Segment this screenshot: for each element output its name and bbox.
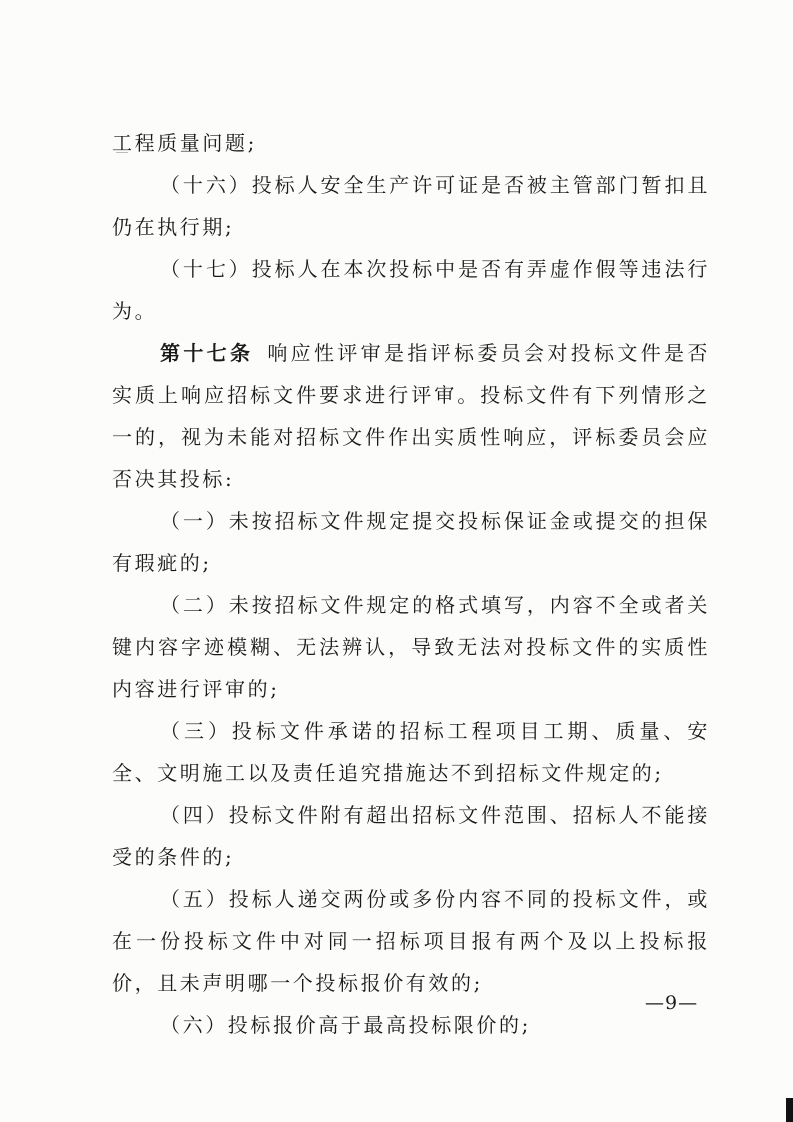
scan-edge-mark — [786, 1098, 793, 1122]
clause-17: （十七）投标人在本次投标中是否有弄虚作假等违法行为。 — [112, 257, 710, 323]
clause-5: （五）投标人递交两份或多份内容不同的投标文件，或在一份投标文件中对同一招标项目报有两个及以上投标报价，且未声明哪一个投标报价有效的; — [112, 887, 710, 995]
clause-6: （六）投标报价高于最高投标限价的; — [160, 1013, 531, 1037]
page-number: —9— — [645, 992, 699, 1014]
clause-4: （四）投标文件附有超出招标文件范围、招标人不能接受的条件的; — [112, 803, 710, 869]
article-17 — [112, 332, 710, 500]
document-body — [112, 122, 710, 1046]
article-text: 响应性评审是指评标委员会对投标文件是否实质上响应招标文件要求进行评审。投标文件有下列情形之一的，视为未能对招标文件作出实质性响应，评标委员会应否决其投标: — [112, 341, 710, 491]
clause-1: （一）未按招标文件规定提交投标保证金或提交的担保有瑕疵的; — [112, 509, 710, 575]
article-number: 第十七条 — [160, 341, 254, 365]
paragraph-continuation: 工程质量问题; — [112, 131, 257, 155]
clause-16: （十六）投标人安全生产许可证是否被主管部门暂扣且仍在执行期; — [112, 173, 710, 239]
clause-2: （二）未按招标文件规定的格式填写，内容不全或者关键内容字迹模糊、无法辨认，导致无法对投标文件的实质性内容进行评审的; — [112, 593, 710, 701]
clause-3: （三）投标文件承诺的招标工程项目工期、质量、安全、文明施工以及责任追究措施达不到招标文件规定的; — [112, 719, 710, 785]
